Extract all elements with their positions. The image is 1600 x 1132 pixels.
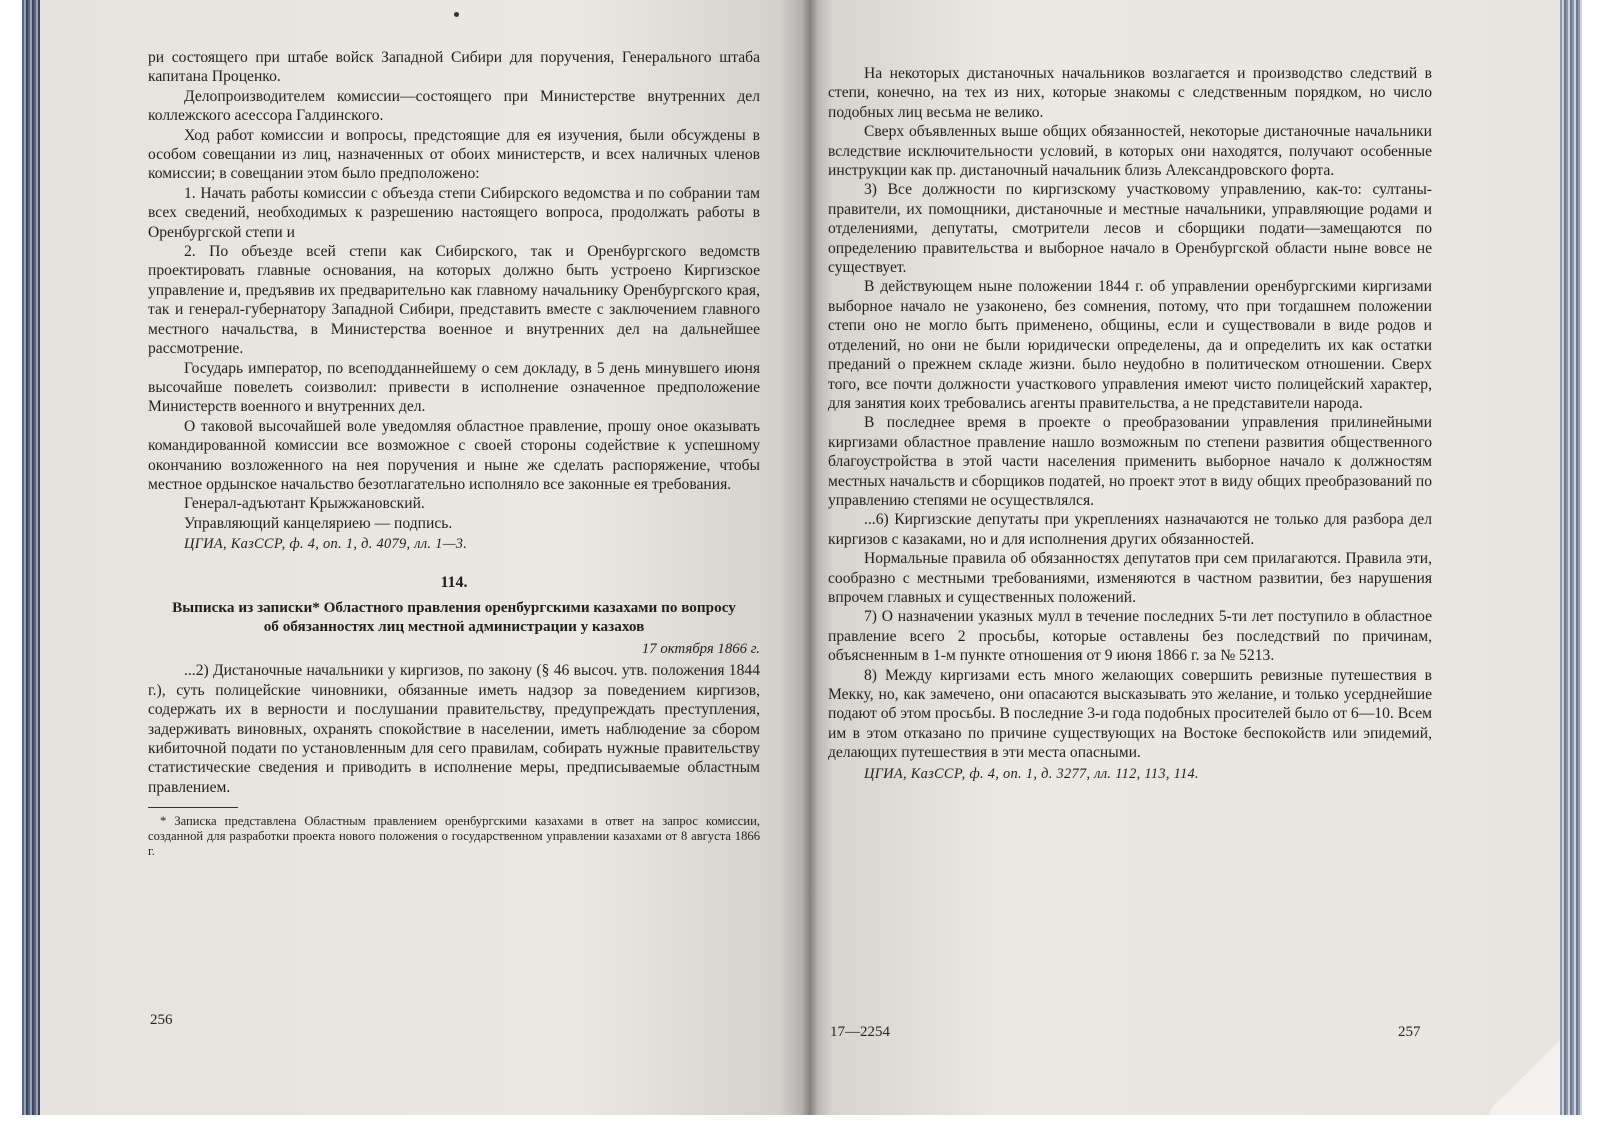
paragraph: На некоторых дистаночных начальников возлагается и производство следствий в степи, конечно, на тех из них, которые знакомы с следственным порядком, но число подобных лиц весьма не велико.	[828, 65, 1432, 121]
paragraph: Нормальные правила об обязанностях депутатов при сем прилагаются. Правила эти, сообразно с местными требованиями, изменяются в частном развитии, без нарушения впрочем главных и существенных положений.	[828, 550, 1432, 606]
footnote: * Записка представлена Областным правлением оренбургскими казахами в ответ на запрос комиссии, созданной для разработки проекта нового положения о государственном управлении казахами от 8 августа 1866 г.	[148, 814, 760, 859]
book-gutter	[802, 0, 818, 1115]
document-number: 114.	[440, 573, 468, 591]
archive-source: ЦГИА, КазССР, ф. 4, оп. 1, д. 4079, лл. 1—3.	[184, 536, 468, 553]
left-text-column	[148, 48, 760, 859]
paragraph: В действующем ныне положении 1844 г. об управлении оренбургскими киргизами выборное начало не узаконено, без сомнения, потому, что при тогдашнем положении степи оно не могло быть применено, общины, если и существовали в виде родов и отделений, но они не были юридически определены, да и определить их как остатки преданий о прежнем складе жизни. было неудобно в политическом отношении. Сверх того, все почти должности участкового управления имеют чисто полицейский характер, для занятия коих требовались агенты правительства, а не представители народа.	[828, 278, 1432, 412]
page-corner-fold	[1490, 1035, 1560, 1115]
paragraph: Государь император, по всеподданнейшему о сем докладу, в 5 день минувшего июня высочайше повелеть соизволил: привести в исполнение означенное предположение Министерств военного и внутренних дел.	[148, 359, 760, 416]
page-number-left: 256	[150, 1012, 173, 1028]
page-edges-left	[22, 0, 40, 1115]
paragraph: 8) Между киргизами есть много желающих совершить ревизные путешествия в Мекку, но, как замечено, они опасаются высказывать это желание, и только усерднейшие подают об этом просьбы. В последние 3-и года подобных просителей было от 6—10. Всем им в этом отказано по причине существующих на Востоке беспокойств или эпидемий, делающих путешествия в эти места опасными.	[828, 666, 1432, 762]
archive-source: ЦГИА, КазССР, ф. 4, оп. 1, д. 3277, лл. 112, 113, 114.	[864, 765, 1199, 782]
ink-dot	[454, 12, 459, 17]
right-text-column	[828, 64, 1432, 784]
page-number-right: 257	[1398, 1024, 1421, 1040]
document-title: Выписка из записки* Областного правления оренбургскими казахами по вопросу об обязанностях лиц местной администрации у казахов	[172, 598, 736, 635]
paragraph: ...2) Дистаночные начальники у киргизов, по закону (§ 46 высоч. утв. положения 1844 г.), суть полицейские чиновники, обязанные иметь надзор за поведением киргизов, содержать их в верности и послушании правительству, предупреждать преступления, задерживать виновных, охранять спокойствие в населении, иметь наблюдение за сбором кибиточной подати по установленным для сего правилам, собирать нужные правительству статистические сведения и приводить в исполнение меры, предписываемые областным правлением.	[148, 662, 760, 796]
sheet-signature: 17—2254	[830, 1024, 890, 1040]
page-edges-right	[1560, 0, 1582, 1115]
paragraph: ...6) Киргизские депутаты при укреплениях назначаются не только для разбора дел киргизов с казаками, но и для исполнения других обязанностей.	[828, 511, 1432, 548]
paragraph: О таковой высочайшей воле уведомляя областное правление, прошу оное оказывать командированной комиссии все возможное с своей стороны содействие к успешному окончанию возложенного на нея поручения и ныне же сделать распоряжение, чтобы местное ордынское начальство безотлагательно исполняло все законные ея требования.	[148, 417, 760, 493]
document-date: 17 октября 1866 г.	[641, 640, 760, 657]
paragraph: В последнее время в проекте о преобразовании управления прилинейными киргизами областное правление нашло возможным по степени развития общественного благоустройства в этой части населения применить выборное начало к должностям местных начальств и сборщиков податей, но проект этот в виду общих преобразований по управлению степями не осуществлялся.	[828, 414, 1432, 509]
paragraph: Сверх объявленных выше общих обязанностей, некоторые дистаночные начальники вследствие исключительности условий, в которых они находятся, получают особенные инструкции как пр. дистаночный начальник близь Александровского форта.	[828, 123, 1432, 180]
paragraph: Ход работ комиссии и вопросы, предстоящие для ея изучения, были обсуждены в особом совещании из лиц, назначенных от обоих министерств, и всех наличных членов комиссии; в совещании этом было предположено:	[148, 126, 760, 183]
signature-line: Генерал-адъютант Крыжжановский.	[184, 495, 425, 513]
paragraph: 1. Начать работы комиссии с объезда степи Сибирского ведомства и по собрании там всех сведений, необходимых к разрешению настоящего вопроса, продолжать работы в Оренбургской степи и	[148, 184, 760, 241]
paragraph: 7) О назначении указных мулл в течение последних 5-ти лет поступило в областное правление всего 2 просьбы, которые оставлены без последствий по причинам, объясненным в 1-м пункте отношения от 9 июня 1866 г. за № 5213.	[828, 608, 1432, 665]
paragraph: 3) Все должности по киргизскому участковому управлению, как-то: султаны-правители, их помощники, дистаночные и местные начальники, управляющие родами и отделениями, депутаты, смотрители лесов и сборщики подати—замещаются по определению правительства и выборное начало в Оренбургской области ныне вовсе не существует.	[828, 181, 1432, 277]
paragraph: Делопроизводителем комиссии—состоящего при Министерстве внутренних дел коллежского асессора Галдинского.	[148, 87, 760, 125]
footnote-rule	[148, 807, 238, 808]
paragraph: ри состоящего при штабе войск Западной Сибири для поручения, Генерального штаба капитана Проценко.	[148, 49, 760, 86]
signature-line: Управляющий канцеляриею — подпись.	[184, 514, 453, 532]
paragraph: 2. По объезде всей степи как Сибирского, так и Оренбургского ведомств проектировать главные основания, на которых должно быть устроено Киргизское управление и, предъявив их предварительно как главному начальнику Оренбургского края, так и генерал-губернатору Западной Сибири, представить вместе с заключением главного местного начальства, в Министерства военное и внутренних дел на дальнейшее рассмотрение.	[148, 243, 760, 358]
